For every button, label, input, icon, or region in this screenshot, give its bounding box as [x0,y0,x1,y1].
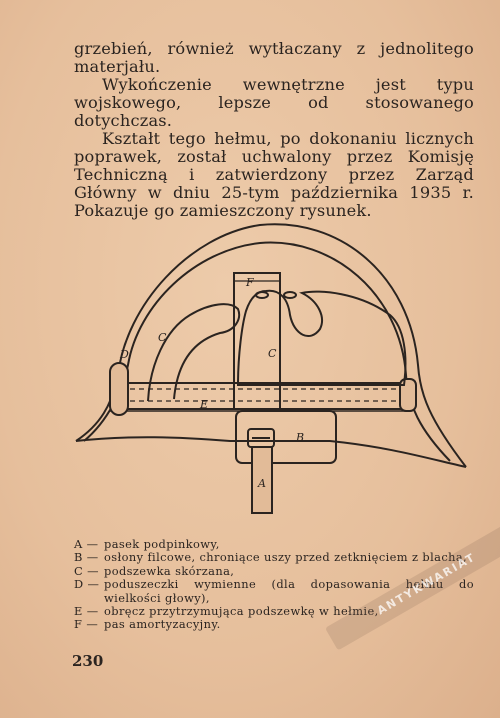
legend-item-f: F — pas amortyzacyjny. [74,617,221,632]
helmet-outer-shell [76,224,466,467]
watermark-stamp: ANTYKWARIAT [325,518,500,651]
legend-item-a: A — pasek podpinkowy, [74,537,220,551]
body-text [74,40,474,220]
label-d: D [120,348,129,361]
paragraph-2: Wykończenie wewnętrzne jest typu wojskowego, lepsze od stosowanego dotychczas. [74,75,474,130]
cushion-right [400,379,416,411]
label-c-right: C [268,347,277,360]
headband-e [110,383,410,409]
paragraph-1: grzebień, również wytłaczany z jednolitego materjału. [74,39,474,76]
helmet-illustration [70,215,470,515]
label-f: F [246,276,254,289]
legend-item-c: C — podszewka skórzana, [74,563,235,578]
label-a: A [258,477,266,490]
page-number: 230 [72,652,104,670]
lining-c-right [238,291,405,385]
cushion-d [110,363,128,415]
label-e: E [200,398,209,411]
label-b: B [296,431,305,444]
legend-item-e: E — obręcz przytrzymująca podszewkę w hełmie, [74,604,379,619]
paragraph-3: Kształt tego hełmu, po dokonaniu licznych poprawek, został uchwalony przez Komisję Techniczną i zatwierdzony przez Zarząd Główny w dniu 25-tym października 1935 r. Pokazuje go zamieszczony rysunek. [74,129,474,220]
label-c-left: C [158,331,167,344]
legend-item-b: B — osłony filcowe, chroniące uszy przed zetknięciem z blachą, [74,550,468,565]
legend-item-d: D — poduszeczki wymienne (dla dopasowania hełmu do wielkości głowy), [74,577,474,605]
lining-c-left [148,304,239,401]
